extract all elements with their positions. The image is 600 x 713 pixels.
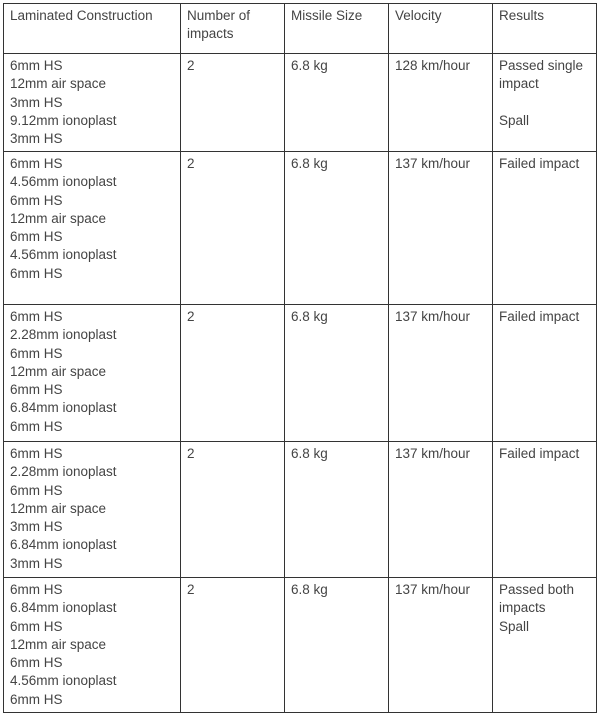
- table-row: [4, 442, 597, 578]
- impacts-cell: [181, 578, 285, 713]
- impacts-cell: [181, 442, 285, 578]
- velocity-value: 137 km/hour: [395, 582, 471, 597]
- impacts-value: 2: [187, 446, 195, 461]
- construction-layer: 6mm HS: [10, 582, 63, 597]
- table-row: [4, 54, 597, 152]
- construction-layer: 12mm air space: [10, 500, 107, 516]
- velocity-cell: [389, 442, 493, 578]
- velocity-value: 128 km/hour: [395, 58, 471, 73]
- results-cell: [493, 442, 597, 578]
- construction-layer: 6mm HS: [10, 229, 63, 245]
- velocity-cell: [389, 578, 493, 713]
- construction-cell: [4, 442, 181, 578]
- construction-layer: 9.12mm ionoplast: [10, 112, 117, 128]
- construction-cell: [4, 152, 181, 305]
- results-cell: [493, 54, 597, 152]
- impacts-cell: [181, 54, 285, 152]
- velocity-value: 137 km/hour: [395, 446, 471, 461]
- header-results: Results: [493, 4, 597, 54]
- results-text: Passed single impact: [499, 58, 584, 92]
- construction-layer: 2.28mm ionoplast: [10, 327, 117, 343]
- construction-layer: 6.84mm ionoplast: [10, 537, 117, 553]
- missile-size-cell: [285, 54, 389, 152]
- results-text: Passed both impacts: [499, 582, 575, 616]
- missile-size-value: 6.8 kg: [291, 156, 328, 171]
- construction-layer: 3mm HS: [10, 131, 63, 147]
- construction-layer: 3mm HS: [10, 555, 63, 571]
- results-cell: [493, 578, 597, 713]
- missile-size-cell: [285, 578, 389, 713]
- construction-layer: 3mm HS: [10, 519, 63, 535]
- results-text: Failed impact: [499, 446, 580, 461]
- velocity-cell: [389, 305, 493, 442]
- construction-layer: 6mm HS: [10, 418, 63, 434]
- header-row: [4, 4, 597, 54]
- construction-layer: 12mm air space: [10, 363, 107, 379]
- construction-layer: 6mm HS: [10, 382, 63, 398]
- impacts-cell: [181, 305, 285, 442]
- construction-layer: 4.56mm ionoplast: [10, 673, 117, 689]
- missile-size-value: 6.8 kg: [291, 446, 328, 461]
- results-text: Failed impact: [499, 309, 580, 324]
- construction-layer: 6mm HS: [10, 446, 63, 461]
- results-spacer: [499, 94, 591, 112]
- construction-layer: 6mm HS: [10, 265, 63, 281]
- velocity-cell: [389, 152, 493, 305]
- construction-layer: 6mm HS: [10, 655, 63, 671]
- impacts-cell: [181, 152, 285, 305]
- table-row: [4, 305, 597, 442]
- construction-layer: 4.56mm ionoplast: [10, 174, 117, 190]
- missile-size-value: 6.8 kg: [291, 582, 328, 597]
- results-text: Failed impact: [499, 156, 580, 171]
- missile-size-cell: [285, 442, 389, 578]
- construction-layer: 6mm HS: [10, 482, 63, 498]
- construction-layer: 6mm HS: [10, 309, 63, 324]
- missile-size-value: 6.8 kg: [291, 309, 328, 324]
- impact-test-table: [3, 3, 597, 713]
- table-row: [4, 152, 597, 305]
- construction-layer: 12mm air space: [10, 210, 107, 226]
- header-impacts: Number of impacts: [181, 4, 285, 54]
- construction-cell: [4, 54, 181, 152]
- header-velocity: Velocity: [389, 4, 493, 54]
- header-construction: Laminated Construction: [4, 4, 181, 54]
- results-text: Spall: [499, 618, 530, 634]
- construction-layer: 12mm air space: [10, 636, 107, 652]
- velocity-cell: [389, 54, 493, 152]
- missile-size-cell: [285, 152, 389, 305]
- impacts-value: 2: [187, 156, 195, 171]
- construction-layer: 4.56mm ionoplast: [10, 247, 117, 263]
- construction-cell: [4, 578, 181, 713]
- impacts-value: 2: [187, 309, 195, 324]
- construction-layer: 6mm HS: [10, 345, 63, 361]
- construction-layer: 6.84mm ionoplast: [10, 600, 117, 616]
- construction-layer: 6.84mm ionoplast: [10, 400, 117, 416]
- velocity-value: 137 km/hour: [395, 156, 471, 171]
- missile-size-value: 6.8 kg: [291, 58, 328, 73]
- impacts-value: 2: [187, 58, 195, 73]
- construction-layer: 6mm HS: [10, 156, 63, 171]
- construction-layer: 6mm HS: [10, 691, 63, 707]
- results-text: Spall: [499, 112, 530, 128]
- header-missile-size: Missile Size: [285, 4, 389, 54]
- missile-size-cell: [285, 305, 389, 442]
- construction-layer: 6mm HS: [10, 192, 63, 208]
- construction-layer: 12mm air space: [10, 76, 107, 92]
- construction-layer: 2.28mm ionoplast: [10, 464, 117, 480]
- velocity-value: 137 km/hour: [395, 309, 471, 324]
- table-row: [4, 578, 597, 713]
- construction-cell: [4, 305, 181, 442]
- results-cell: [493, 152, 597, 305]
- construction-layer: 6mm HS: [10, 58, 63, 73]
- results-cell: [493, 305, 597, 442]
- impacts-value: 2: [187, 582, 195, 597]
- construction-layer: 3mm HS: [10, 94, 63, 110]
- construction-layer: 6mm HS: [10, 618, 63, 634]
